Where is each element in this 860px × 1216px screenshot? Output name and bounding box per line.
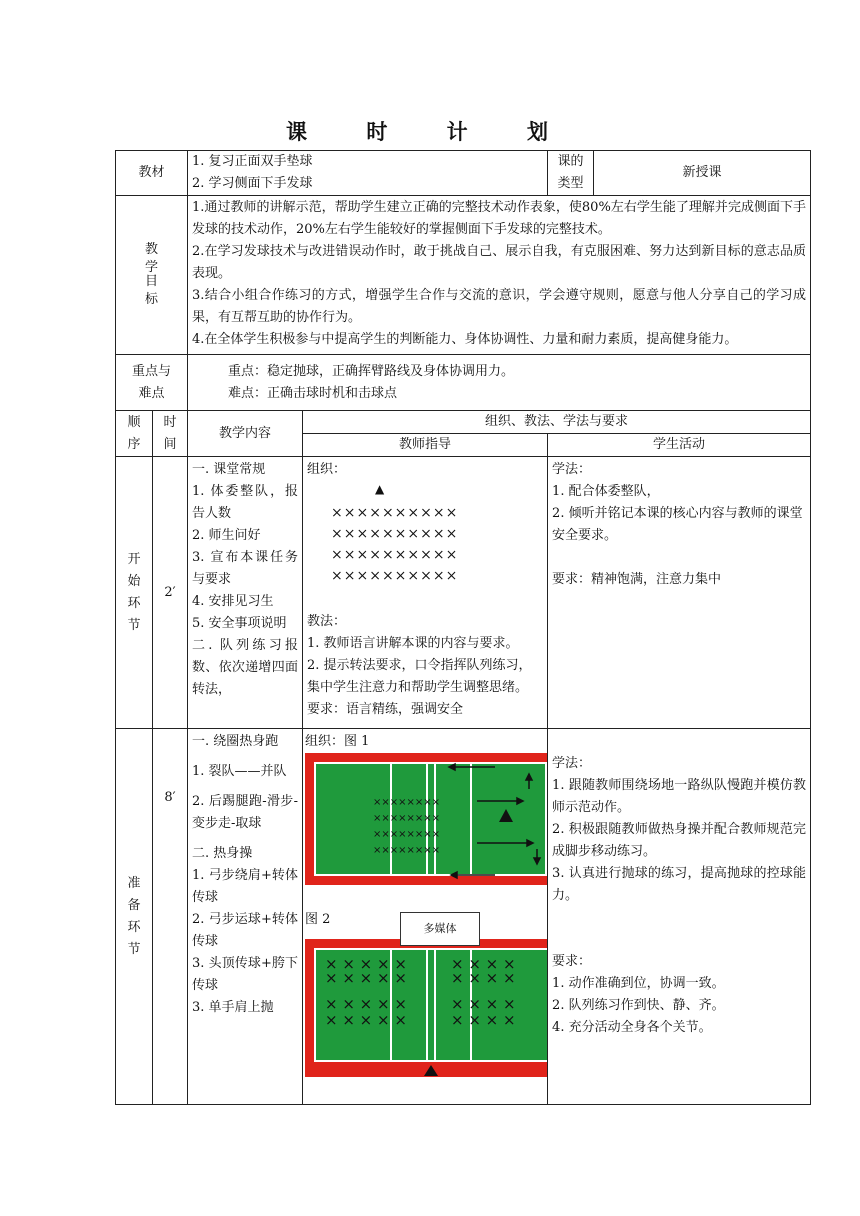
content-item: 2. 弓步运球+转体传球 xyxy=(192,912,299,949)
student-item: 3. 认真进行抛球的练习，提高抛球的控球能力。 xyxy=(552,866,807,903)
objective-item: 3.结合小组合作练习的方式，增强学生合作与交流的意识，学会遵守规则，愿意与他人分享自己的学习成果，有互帮互助的协作行为。 xyxy=(192,288,807,325)
time-header xyxy=(153,411,188,457)
start-section-time: 2′ xyxy=(153,457,188,729)
teacher-position-icon: ▲ xyxy=(375,482,385,496)
content-item: 二. 队列练习报数、依次递增四面转法， xyxy=(192,638,299,697)
formation-row: ×××××××××× xyxy=(331,568,459,584)
objectives-label-char: 标 xyxy=(145,292,159,307)
keypoints-label-line: 重点与 xyxy=(132,363,172,379)
time-header-char: 间 xyxy=(163,436,177,452)
content-item: 2. 师生问好 xyxy=(192,528,261,543)
content-item: 3. 宣布本课任务与要求 xyxy=(192,550,299,587)
objectives-label-char: 教 xyxy=(145,242,159,257)
keypoints-label-line: 难点 xyxy=(138,385,165,401)
student-item xyxy=(552,547,806,569)
column-header-row xyxy=(116,411,811,434)
svg-text:××××××××: ×××××××× xyxy=(373,829,441,840)
svg-text:× × × × ×: × × × × × xyxy=(325,995,407,1013)
student-item: 1. 配合体委整队， xyxy=(552,484,660,499)
material-row xyxy=(116,151,811,196)
figure2-label: 图 2 xyxy=(305,912,331,927)
content-item: 1. 裂队——并队 xyxy=(192,764,287,779)
content-header: 教学内容 xyxy=(188,411,303,457)
student-item: 2. 倾听并铭记本课的核心内容与教师的课堂安全要求。 xyxy=(552,506,803,543)
start-section-content xyxy=(188,457,303,729)
svg-text:× × × ×: × × × × xyxy=(451,969,516,987)
svg-text:××××××××: ×××××××× xyxy=(373,797,441,808)
section-name-char: 始 xyxy=(127,573,141,589)
objectives-row xyxy=(116,196,811,355)
content-item: 一. 绕圈热身跑 xyxy=(192,734,279,749)
content-item: 3. 头顶传球+胯下传球 xyxy=(192,956,299,993)
material-item: 1. 复习正面双手垫球 xyxy=(192,154,313,169)
svg-text:× × × ×: × × × × xyxy=(451,955,516,973)
student-item: 学法： xyxy=(552,462,592,477)
section-name-char: 环 xyxy=(127,919,141,935)
objectives-label-char: 目 xyxy=(145,274,159,289)
formation-row: ×××××××××× xyxy=(331,505,459,521)
student-item: 1. 跟随教师围绕场地一路纵队慢跑并模仿教师示范动作。 xyxy=(552,778,807,815)
prep-section-name xyxy=(116,729,153,1105)
start-student-activity xyxy=(548,457,811,729)
teacher-header: 教师指导 xyxy=(303,434,548,457)
student-item: 学法： xyxy=(552,756,592,771)
prep-section-content xyxy=(188,729,303,1105)
start-formation xyxy=(307,481,543,587)
content-item: 3. 单手肩上抛 xyxy=(192,1000,274,1015)
keypoints-label xyxy=(116,355,188,411)
svg-text:××××××××: ×××××××× xyxy=(373,845,441,856)
svg-text:× × × × ×: × × × × × xyxy=(325,955,407,973)
student-item: 要求：精神饱满，注意力集中 xyxy=(552,572,722,587)
formation-row: ×××××××××× xyxy=(331,547,459,563)
svg-text:× × × ×: × × × × xyxy=(451,1011,516,1029)
content-item: 二. 热身操 xyxy=(192,846,253,861)
lesson-type-label: 课的类型 xyxy=(548,151,594,196)
objective-item: 1.通过教师的讲解示范，帮助学生建立正确的完整技术动作表象，使80%左右学生能了理解并完成侧面下手发球的技术动作，20%左右学生能较好的掌握侧面下手发球的完整技术。 xyxy=(192,200,807,237)
teacher-method-item: 2. 提示转法要求，口令指挥队列练习，集中学生注意力和帮助学生调整思绪。 xyxy=(307,658,532,695)
page-title: 课 时 计 划 xyxy=(286,119,574,144)
teacher-method-title: 教法： xyxy=(307,614,347,629)
student-item: 4. 充分活动全身各个关节。 xyxy=(552,1020,712,1035)
order-header-char: 序 xyxy=(127,436,141,452)
organization-header: 组织、教法、学法与要求 xyxy=(303,411,811,434)
student-header: 学生活动 xyxy=(548,434,811,457)
svg-text:× × × × ×: × × × × × xyxy=(325,969,407,987)
keypoints-row xyxy=(116,355,811,411)
student-item: 1. 动作准确到位，协调一致。 xyxy=(552,976,725,991)
prep-student-activity xyxy=(548,729,811,1105)
material-item: 2. 学习侧面下手发球 xyxy=(192,176,313,191)
teacher-method-item: 1. 教师语言讲解本课的内容与要求。 xyxy=(307,636,519,651)
section-name-char: 节 xyxy=(127,941,141,957)
svg-text:× × × ×: × × × × xyxy=(451,995,516,1013)
objectives-label xyxy=(116,196,188,355)
section-name-char: 开 xyxy=(127,551,141,567)
svg-text:× × × × ×: × × × × × xyxy=(325,1011,407,1029)
order-header xyxy=(116,411,153,457)
order-header-char: 顺 xyxy=(127,414,141,430)
material-label: 教材 xyxy=(116,151,188,196)
prep-section-time: 8′ xyxy=(153,729,188,1105)
lesson-plan-table xyxy=(115,150,811,1105)
time-header-char: 时 xyxy=(163,414,177,430)
teacher-org-label: 组织： xyxy=(307,462,347,477)
start-section-name xyxy=(116,457,153,729)
figure1-label: 组织：图 1 xyxy=(305,734,370,749)
svg-text:××××××××: ×××××××× xyxy=(373,813,441,824)
teacher-method-item: 要求：语言精练，强调安全 xyxy=(307,702,464,717)
content-item: 1. 体委整队，报告人数 xyxy=(192,484,299,521)
material-items xyxy=(188,151,548,196)
student-item: 要求： xyxy=(552,954,592,969)
objective-item: 4.在全体学生积极参与中提高学生的判断能力、身体协调性、力量和耐力素质，提高健身能力。 xyxy=(192,332,738,347)
content-item: 4. 安排见习生 xyxy=(192,594,274,609)
multimedia-box: 多媒体 xyxy=(400,912,480,946)
key-point: 重点：稳定抛球，正确挥臂路线及身体协调用力。 xyxy=(228,363,515,379)
formation-row: ×××××××××× xyxy=(331,526,459,542)
section-name-char: 节 xyxy=(127,617,141,633)
objectives-label-char: 学 xyxy=(145,260,159,275)
keypoints-content xyxy=(188,355,811,411)
content-item: 一. 课堂常规 xyxy=(192,462,266,477)
start-section-row xyxy=(116,457,811,729)
student-item: 2. 队列练习作到快、静、齐。 xyxy=(552,998,725,1013)
content-item: 5. 安全事项说明 xyxy=(192,616,287,631)
court-figure-2 xyxy=(305,939,548,1077)
section-name-char: 准 xyxy=(127,875,141,891)
difficult-point: 难点：正确击球时机和击球点 xyxy=(228,385,398,401)
lesson-type-value: 新授课 xyxy=(594,151,811,196)
objectives-list xyxy=(188,196,811,355)
content-item: 1. 弓步绕肩+转体传球 xyxy=(192,868,299,905)
section-name-char: 备 xyxy=(127,897,141,913)
objective-item: 2.在学习发球技术与改进错误动作时，敢于挑战自己、展示自我，有克服困难、努力达到新目标的意志品质表现。 xyxy=(192,244,807,281)
section-name-char: 环 xyxy=(127,595,141,611)
court-figure-1 xyxy=(305,753,548,885)
start-teacher-guidance xyxy=(303,457,548,729)
content-item: 2. 后踢腿跑-滑步-变步走-取球 xyxy=(192,794,299,831)
student-item: 2. 积极跟随教师做热身操并配合教师规范完成脚步移动练习。 xyxy=(552,822,807,859)
